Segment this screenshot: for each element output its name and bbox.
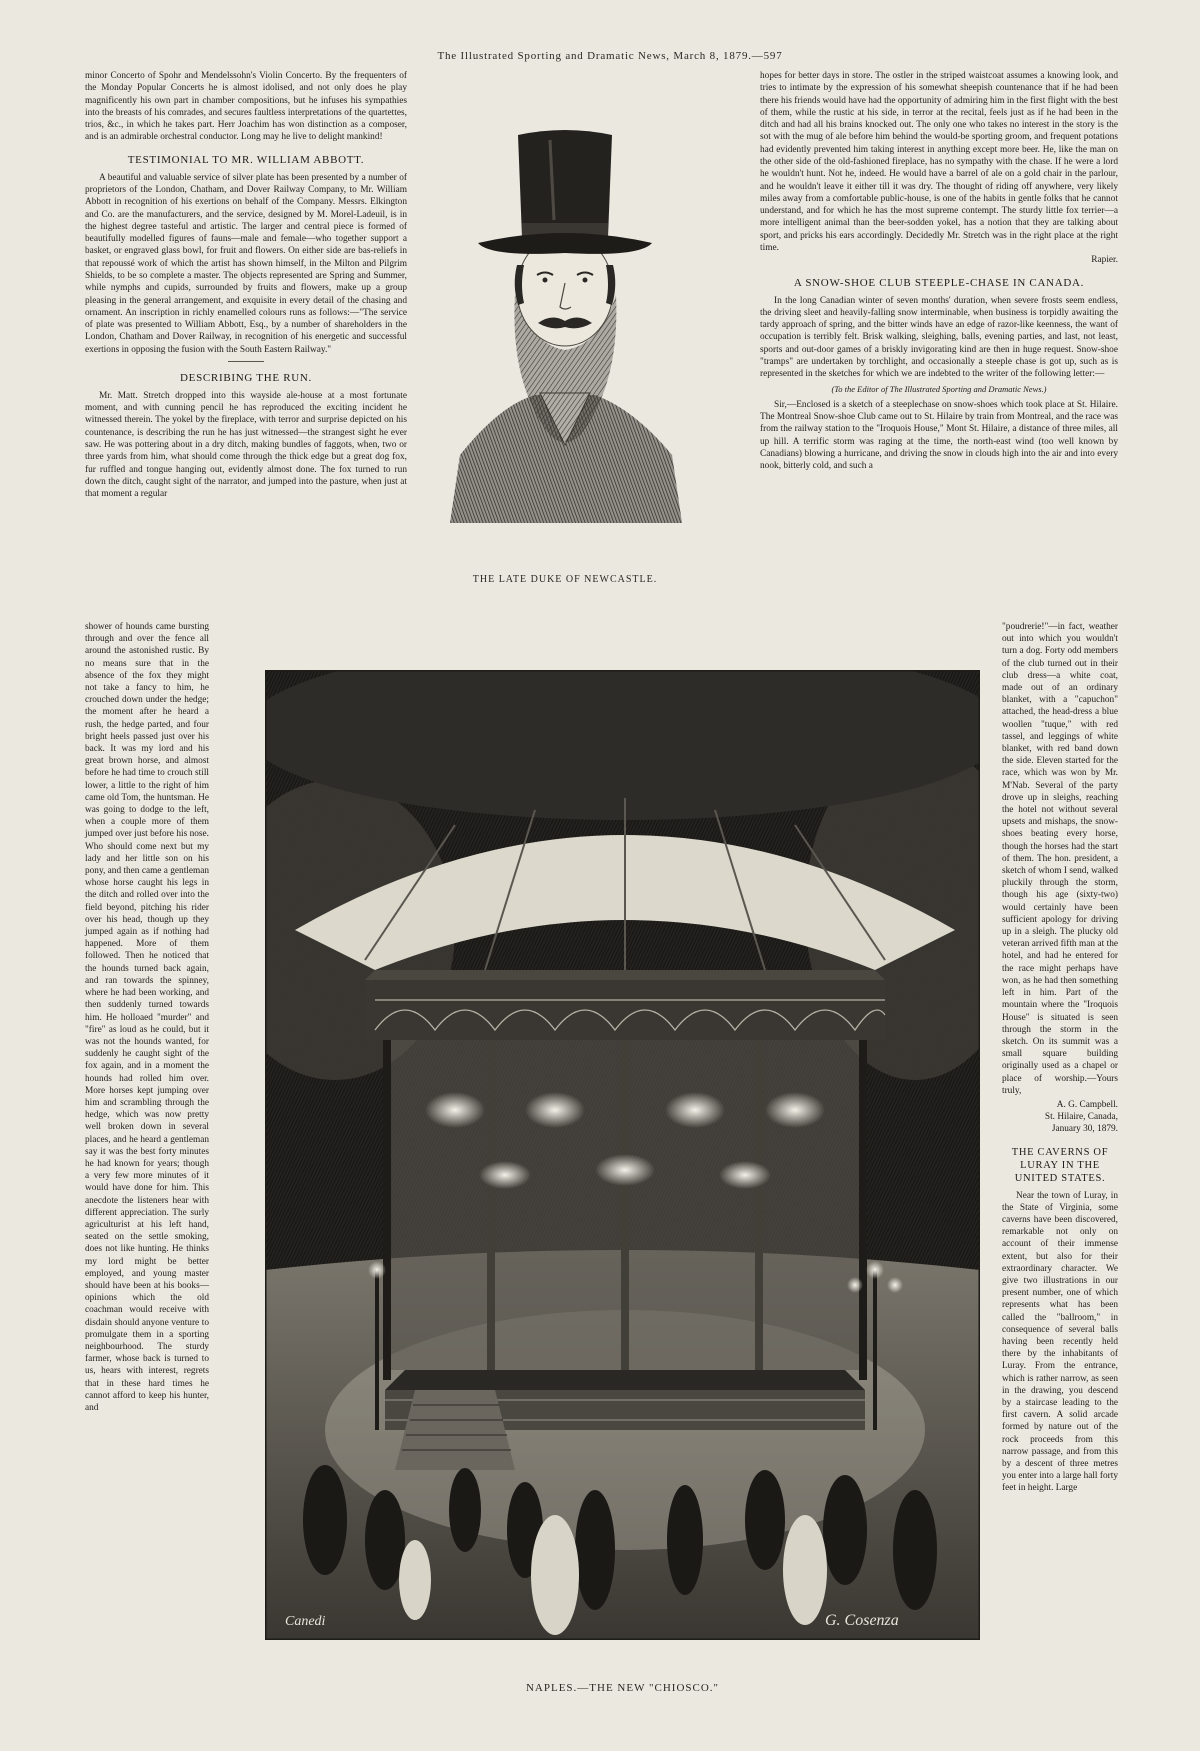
engraver-signature-right: G. Cosenza: [825, 1612, 899, 1629]
column-1: [85, 70, 407, 500]
describing-run-paragraph: Mr. Matt. Stretch dropped into this wayside ale-house at a most fortunate moment, and with cunning pencil he has reproduced the exciting incident he witnessed therein. The yokel by the fireplace, with terror and surprise depicted on his countenance, is describing the run he has just witnessed—the strangest sight he ever saw. He was pottering about in a dry ditch, making bundles of faggots, when, two or three yards from him, what should come through the thick edge but a great dog fox, fur ruffled and tongue hanging out, evidently almost done. The fox turned to run down the ditch, caught sight of the narrator, and jumped into the pasture, when just at that moment a regular: [85, 390, 407, 500]
portrait-caption: THE LATE DUKE OF NEWCASTLE.: [472, 574, 658, 585]
column-3: [760, 70, 1118, 472]
engraver-signature-left: Canedi: [285, 1614, 326, 1629]
to-the-editor-line: (To the Editor of The Illustrated Sporting and Dramatic News.): [831, 384, 1047, 395]
heading-snow-shoe: A SNOW-SHOE CLUB STEEPLE-CHASE IN CANADA.: [793, 276, 1085, 289]
column-1-narrow: [85, 621, 209, 1414]
page-header: The Illustrated Sporting and Dramatic News, March 8, 1879.—597: [437, 50, 783, 62]
heading-describing-the-run: DESCRIBING THE RUN.: [180, 371, 312, 384]
heading-caverns-of-luray: THE CAVERNS OF LURAY IN THE UNITED STATES.: [1011, 1146, 1109, 1184]
snow-shoe-intro: In the long Canadian winter of seven months' duration, when severe frosts seem endless, the driving sleet and heavily-falling snow interminable, when business is torpidly awaiting the tardy approach of spring, and the bitter winds have an edge of razor-like keenness, the want of occupation is terribly felt. Brisk walking, sleighing, balls, evening parties, and last, not least, sports and out-door games of a briskly invigorating kind are then in huge request. Snow-shoe "tramps" are undertaken by torchlight, and occasionally a steeple chase is got up, such as is represented in the sketches for which we are indebted to the writer of the following letter:—: [760, 295, 1118, 380]
signature-campbell: A. G. Campbell.: [1056, 1099, 1118, 1110]
illustration-naples-chiosco: [265, 670, 980, 1640]
testimonial-paragraph: A beautiful and valuable service of silver plate has been presented by a number of proprietors of the London, Chatham, and Dover Railway Company, to Mr. William Abbott in recognition of his exertions on behalf of the Company. Messrs. Elkington and Co. are the manufacturers, and the service, designed by M. Morel-Ladeuil, is in the highest degree tasteful and artistic. The larger and central piece is formed of beautifully modelled figures of fauns—male and female—who together support a basket, or engraved glass bowl, for fruit and flowers. On either side are bas-reliefs in that repoussé work of which the artist has shown himself, in the Milton and Pilgrim Shields, to be so complete a master. The objects represented are Spring and Summer, while nymphs and cupids, surrounded by fruits and flowers, make up a group pleasing in the general arrangement, and exquisite in every detail of the chasing and ornament. An inscription in richly enamelled colours runs as follows:—"The service of plate was presented to William Abbott, Esq., by a number of shareholders in the London, Chatham and Dover Railway, in recognition of his energetic and successful exertions in opposing the fusion with the South Eastern Railway.": [85, 172, 407, 355]
portrait-duke-of-newcastle: [440, 125, 690, 523]
signature-rapier: Rapier.: [1091, 255, 1118, 266]
illustration-caption: NAPLES.—THE NEW "CHIOSCO.": [525, 1682, 720, 1694]
letter-paragraph: Sir,—Enclosed is a sketch of a steeplechase on snow-shoes which took place at St. Hilaire. The Montreal Snow-shoe Club came out to St. Hilaire by train from Montreal, and the race was from the railway station to the "Iroquois House," Mont St. Hilaire, a distance of three miles, all up hill. A terrific storm was raging at the time, the north-east wind (too well known by Canadians) blowing a hurricane, and driving the snow in clouds high into the air and into every nook, bitterly cold, and such a: [760, 399, 1118, 472]
letter-continued: "poudrerie!"—in fact, weather out into which you wouldn't turn a dog. Forty odd members of the club turned out in their club dress—a white coat, made out of an ordinary blanket, with a "capuchon" attached, the head-dress a blue woollen "tuque," with red tassel, and leggings of white blanket, with red band down the side. Eleven started for the race, which was won by Mr. M'Nab. Several of the party drove up in sleighs, reaching the hotel not without several upsets and mishaps, the snow-shoes beating every horse, though the horses had the start of them. The hon. president, a sketch of whom I send, walked pluckily through the storm, though his age (sixty-two) would certainly have been sufficient apology for driving up in a sleigh. The plucky old veteran arrived fifth man at the hotel, and had he entered for the race might perhaps have won, as he had then something left in him. Part of the mountain where the "Iroquois House" is situated is seen through the storm in the sketch. On its summit was a small square building originally used as a chapel or place of worship.—Yours truly,: [1002, 622, 1118, 1096]
joachim-paragraph: minor Concerto of Spohr and Mendelssohn's Violin Concerto. By the frequenters of the Monday Popular Concerts he is almost idolised, and not only does he play magnificently his own part in chamber compositions, but he infuses his sympathies into the breasts of his comrades, and secures faultless interpretations of the quartettes, trios, &c., in which he takes part. Herr Joachim has won distinction as a composer, and is an admirable orchestral conductor. Long may he live to delight mankind!: [85, 71, 407, 143]
caverns-paragraph: Near the town of Luray, in the State of Virginia, some caverns have been discovered, remarkable not only on account of their immense extent, but also for their extraordinary character. We give two illustrations in our present number, one of which represents what has been called the "ballroom," in consequence of several balls having been recently held there by the inhabitants of Luray. From the entrance, which is rather narrow, as seen in the drawing, you descend by a staircase leading to the first cavern. A solid arcade formed by nature out of the rock proceeds from this narrow passage, and from this by a descent of three metres you enter into a large hall forty feet in height. Large: [1002, 1190, 1118, 1494]
column-4: [1002, 621, 1118, 1495]
signature-date: January 30, 1879.: [1051, 1124, 1118, 1135]
heading-testimonial: TESTIMONIAL TO MR. WILLIAM ABBOTT.: [127, 153, 365, 166]
stretch-continued: hopes for better days in store. The ostler in the striped waistcoat assumes a knowing look, and tries to intimate by the expression of his somewhat sheepish countenance that if he had been there his friends would have had the opportunity of admiring him in the first flight with the best of them, while the rustic at his side, in terror at the recital, feels just as if he had been in the ditch and had all his brains knocked out. The only one who takes no interest in the story is the sot with the mug of ale before him behind the would-be sporting groom, and frequent potations had evidently prevented him taking interest in anything except more beer. He, like the man on the other side of the old-fashioned fireplace, has no sympathy with the chase. If he were a lord he wouldn't hunt. Not he, indeed. He would have a barrel of ale on a gold chair in the parlour, and he wouldn't leave it either till it was dry. The thought of riding off anywhere, very likely miles away from a comfortable public-house, is one of the habits in gentle folks that he cannot understand, and for which he has the most supreme contempt. The sturdy little fox terrier—a more intelligent animal than the beer-sodden yokel, has a notion that they are talking about sport, and pricks his ears accordingly. Decidedly Mr. Stretch was in the right place at the right time.: [760, 71, 1118, 253]
signature-place: St. Hilaire, Canada,: [1044, 1112, 1118, 1123]
describing-run-continued: shower of hounds came bursting through and over the fence all around the astonished rustic. By no means sure that in the absence of the fox they might not take a fancy to him, he crouched down under the hedge; the moment after he heard a rush, the hedge parted, and four bright heels passed just over his back. It was my lord and his great brown horse, and almost before he had time to crouch still lower, a little to the right of him came old Tom, the huntsman. He was going to dodge to the left, when a couple more of them jumped over just before his nose. Who should come next but my lady and her little son on his pony, and then came a gentleman whose horse caught his legs in the ditch and rolled over into the field beyond, pitching his rider over his head, though up they jumped again as if nothing had happened. More of them followed. Then he noticed that the hounds turned back again, and ran towards the spinney, where he had been working, and then suddenly turned towards him. He holloaed "murder" and "fire" as loud as he could, but it was not the hounds wanted, for suddenly he caught sight of the fox again, and in a moment the hounds had rolled him over. More horses kept jumping over him and scrambling through the hedge, which was now pretty well broken down in several places, and he heard a gentleman say it was the best forty minutes he had known for years; though a very few more minutes of it would have done for him. This anecdote the listeners hear with different appreciation. The surly agriculturist at his left hand, seated on the settle smoking, does not like hunting. He thinks my lord might be better employed, and young master should have been at his books—opinions which the old coachman would receive with disdain should anyone venture to promulgate them in a sporting neighbourhood. The sturdy farmer, whose back is turned to us, hears with interest, regrets that in these hard times he cannot afford to keep his hunter, and: [85, 622, 209, 1413]
divider: [228, 361, 264, 362]
